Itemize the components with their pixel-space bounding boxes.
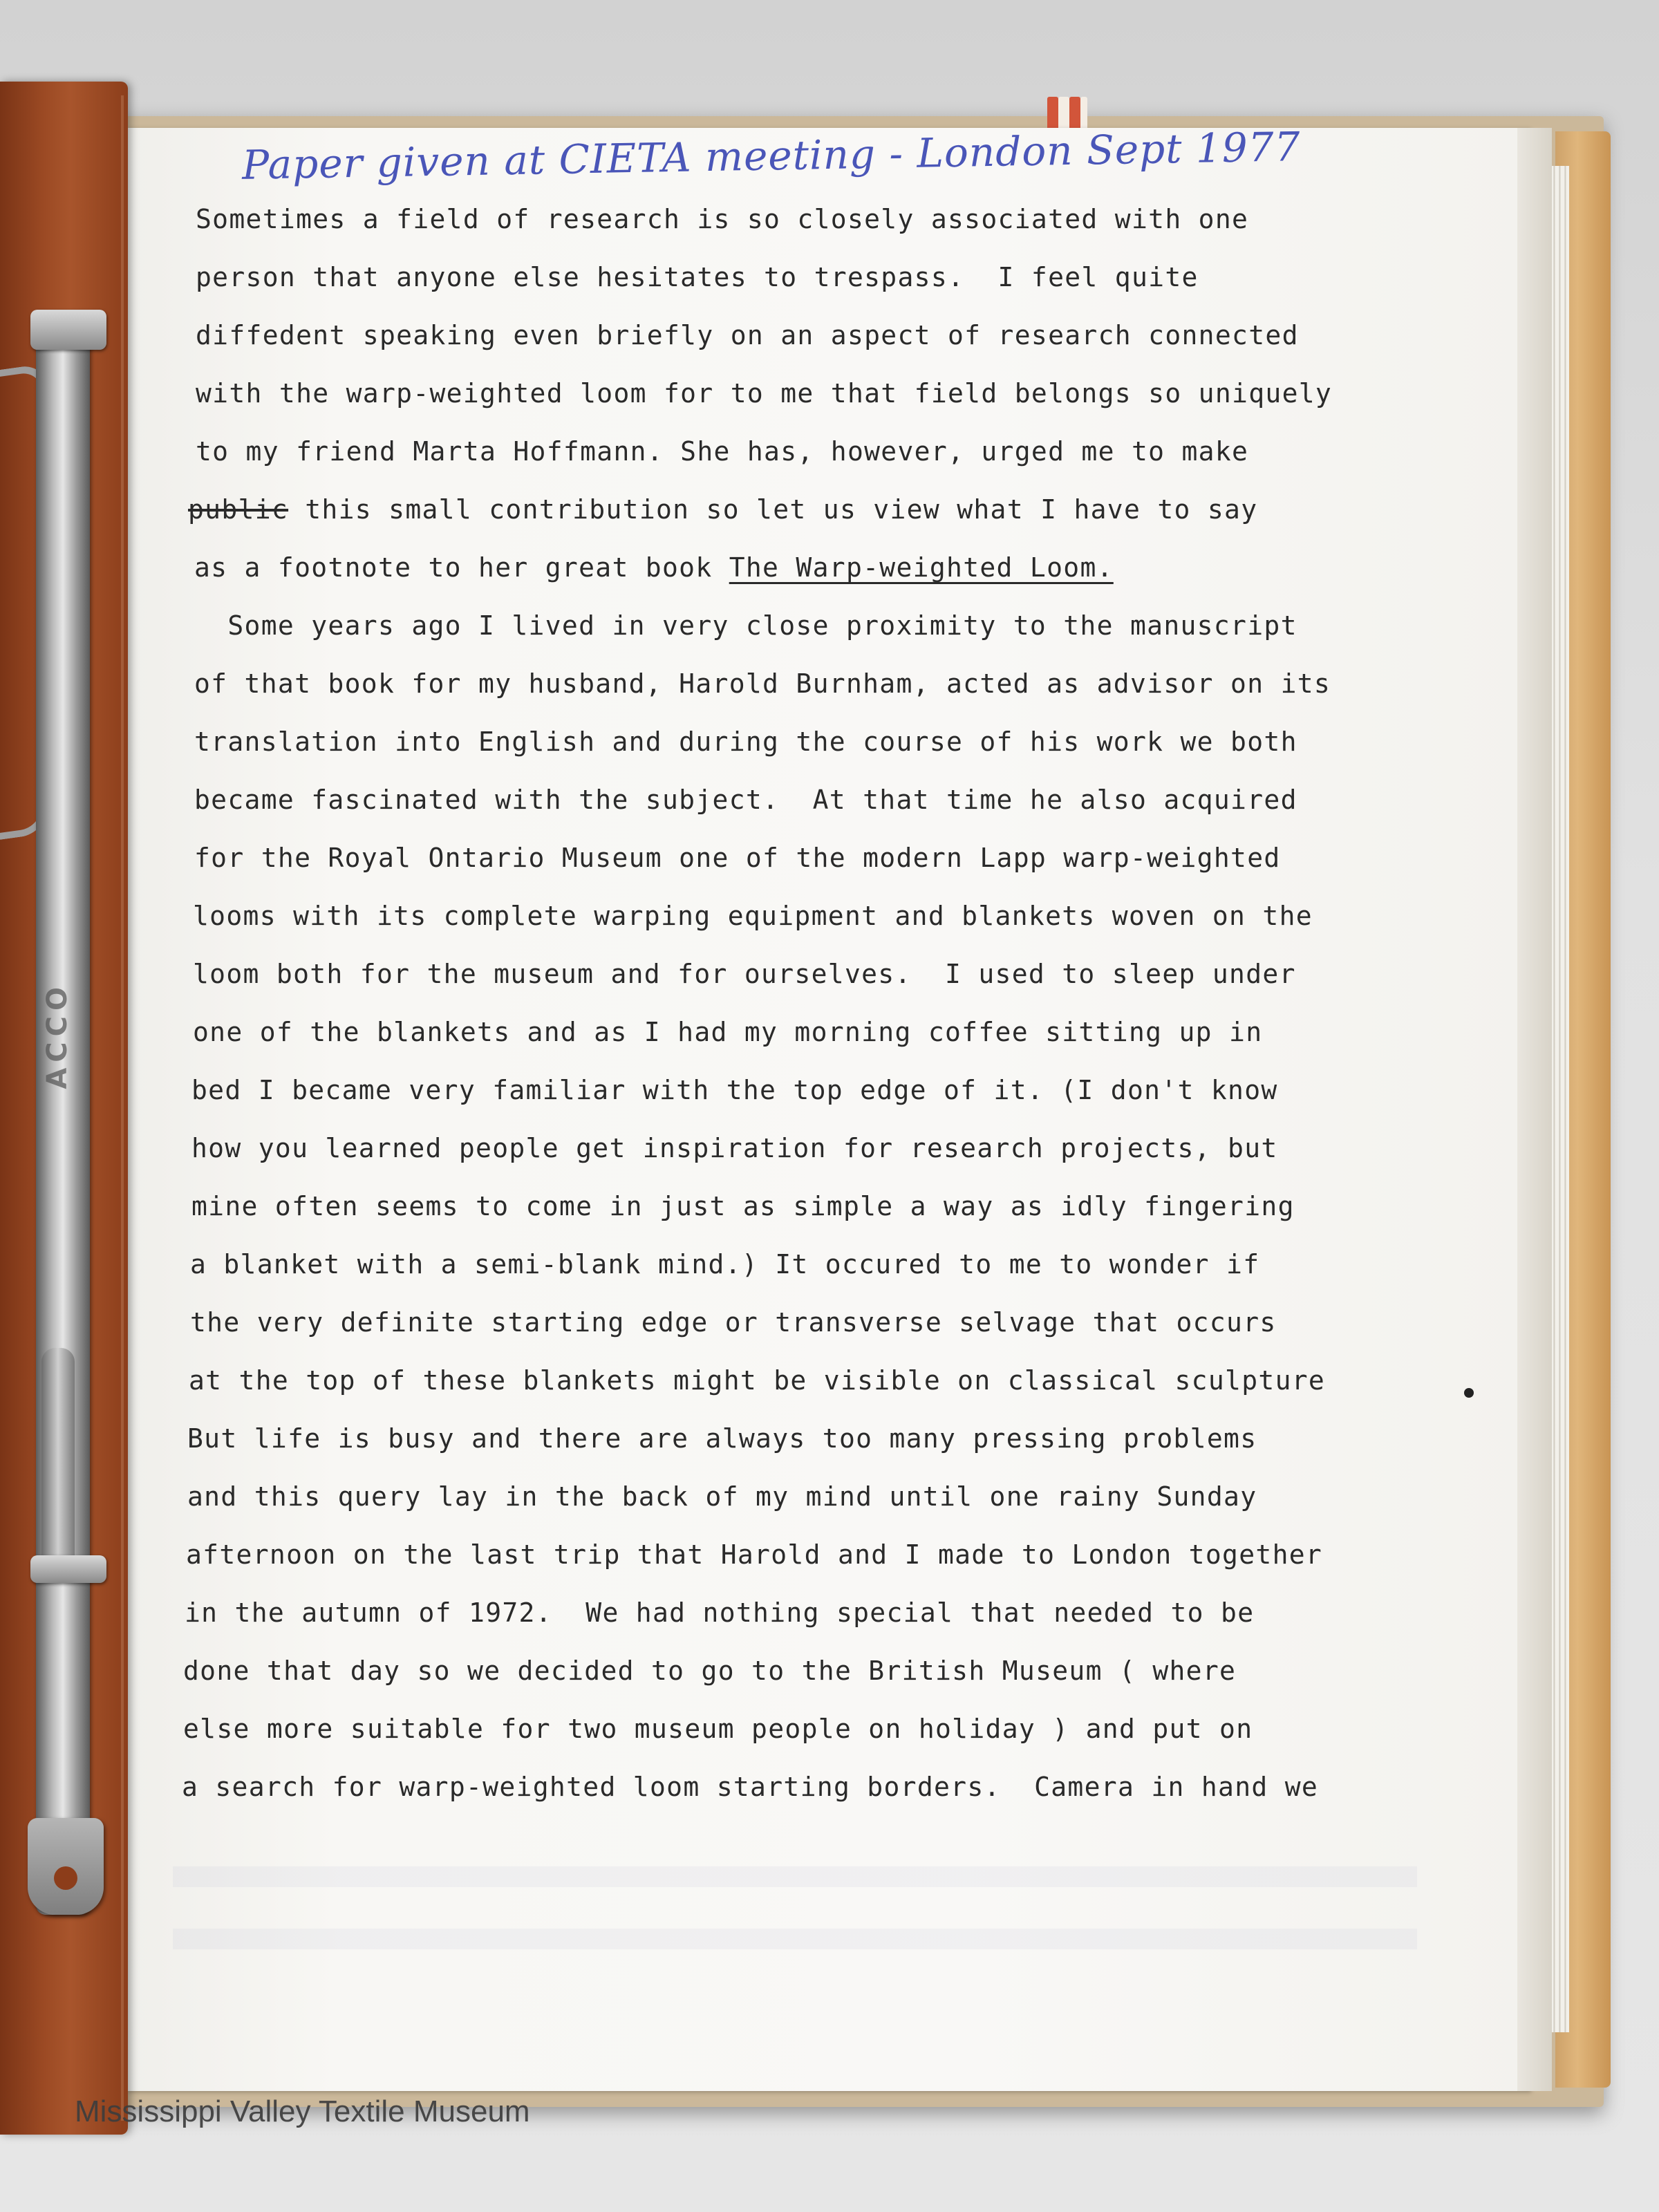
margin-dot bbox=[1464, 1388, 1474, 1398]
fastener-end bbox=[28, 1818, 104, 1915]
struck-word: public bbox=[188, 494, 289, 525]
typed-line: one of the blankets and as I had my morning coffee sitting up in bbox=[193, 1017, 1263, 1047]
typed-line: But life is busy and there are always too many pressing problems bbox=[187, 1423, 1257, 1454]
bleed-through bbox=[173, 1866, 1417, 1949]
typed-line: looms with its complete warping equipment and blankets woven on the bbox=[193, 901, 1313, 931]
typed-line: in the autumn of 1972. We had nothing special that needed to be bbox=[185, 1597, 1255, 1628]
typed-line: for the Royal Ontario Museum one of the modern Lapp warp-weighted bbox=[194, 843, 1281, 873]
metal-fastener bbox=[36, 318, 90, 1915]
typed-line: a blanket with a semi-blank mind.) It occured to me to wonder if bbox=[190, 1249, 1260, 1280]
museum-watermark: Mississippi Valley Textile Museum bbox=[75, 2094, 530, 2128]
typed-line: translation into English and during the course of his work we both bbox=[194, 727, 1297, 757]
typed-line: a search for warp-weighted loom starting borders. Camera in hand we bbox=[182, 1772, 1319, 1802]
fastener-brand: ACCO bbox=[41, 982, 73, 1089]
typed-line: became fascinated with the subject. At that time he also acquired bbox=[194, 785, 1297, 815]
typed-line: afternoon on the last trip that Harold and I made to London together bbox=[186, 1539, 1323, 1570]
typed-line: at the top of these blankets might be visible on classical sculpture bbox=[189, 1365, 1326, 1396]
typed-line: with the warp-weighted loom for to me that field belongs so uniquely bbox=[196, 378, 1333, 409]
fastener-top-cap bbox=[30, 310, 106, 350]
typed-line: mine often seems to come in just as simple a way as idly fingering bbox=[191, 1191, 1295, 1221]
typed-line: to my friend Marta Hoffmann. She has, however, urged me to make bbox=[196, 436, 1249, 467]
typed-line: person that anyone else hesitates to trespass. I feel quite bbox=[196, 262, 1199, 292]
typed-line: Some years ago I lived in very close proximity to the manuscript bbox=[194, 610, 1297, 641]
typed-line: Sometimes a field of research is so closely associated with one bbox=[196, 204, 1249, 234]
typed-line: bed I became very familiar with the top edge of it. (I don't know bbox=[191, 1075, 1278, 1105]
typed-line: loom both for the museum and for ourselves. I used to sleep under bbox=[193, 959, 1296, 989]
fastener-clip bbox=[41, 1348, 75, 1569]
handwritten-note: Paper given at CIETA meeting - London Sept 1977 bbox=[241, 123, 1302, 189]
typed-line: how you learned people get inspiration for research projects, but bbox=[191, 1133, 1278, 1163]
typed-line: of that book for my husband, Harold Burnham, acted as advisor on its bbox=[194, 668, 1331, 699]
typed-line: the very definite starting edge or transverse selvage that occurs bbox=[190, 1307, 1277, 1338]
line-text: this small contribution so let us view what I have to say bbox=[288, 494, 1258, 525]
typed-line: done that day so we decided to go to the British Museum ( where bbox=[183, 1656, 1237, 1686]
typed-line bbox=[194, 552, 1114, 583]
line-text: as a footnote to her great book bbox=[194, 552, 729, 583]
fastener-lower-cap bbox=[30, 1555, 106, 1583]
book-title: The Warp-weighted Loom. bbox=[729, 552, 1114, 583]
typed-line: diffedent speaking even briefly on an aspect of research connected bbox=[196, 320, 1299, 350]
typed-line: and this query lay in the back of my mind until one rainy Sunday bbox=[187, 1481, 1257, 1512]
page-edge-shadow bbox=[1517, 128, 1552, 2091]
typed-line bbox=[188, 494, 1257, 525]
typed-line: else more suitable for two museum people on holiday ) and put on bbox=[183, 1714, 1253, 1744]
